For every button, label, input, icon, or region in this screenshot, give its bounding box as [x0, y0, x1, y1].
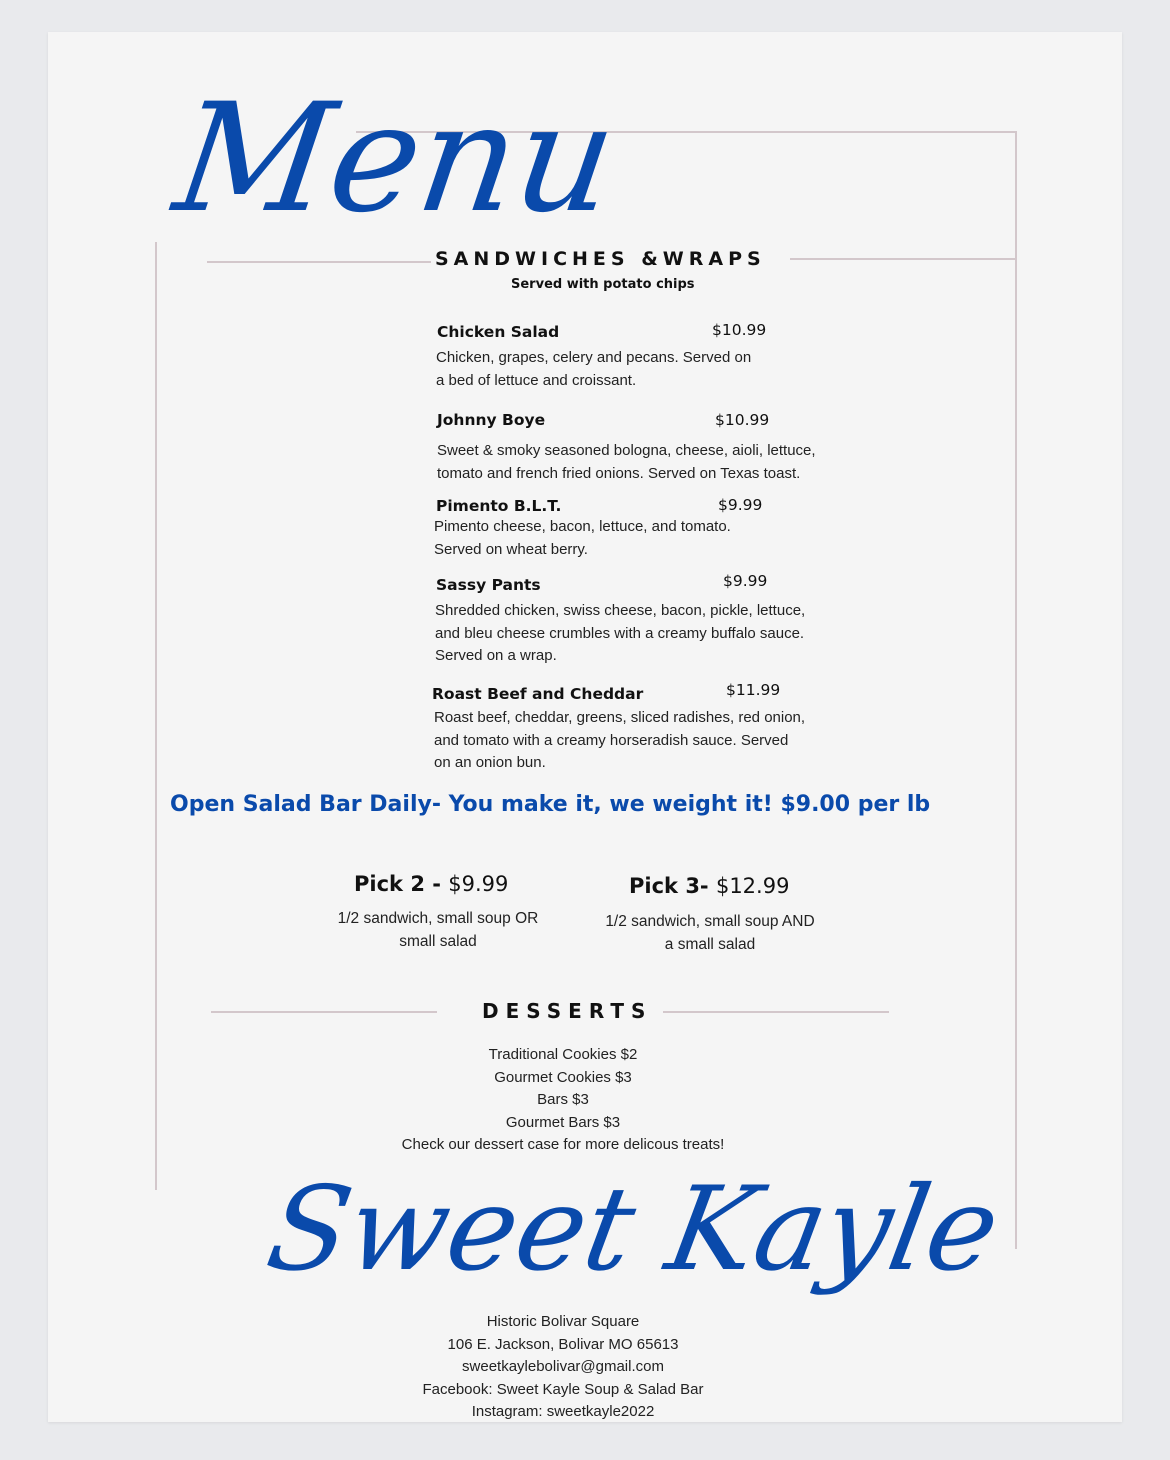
item-price: $11.99 [726, 681, 781, 699]
item-name: Johnny Boye [437, 411, 546, 429]
dessert-item: Bars $3 [537, 1091, 589, 1108]
frame-left-line [155, 242, 157, 1190]
item-description: Shredded chicken, swiss cheese, bacon, pickle, lettuce, and bleu cheese crumbles with a creamy buffalo sauce. Served on a wrap. [435, 602, 806, 664]
pick-3-description: 1/2 sandwich, small soup AND a small salad [605, 913, 815, 953]
dessert-item: Gourmet Cookies $3 [494, 1068, 632, 1086]
pick-label: Pick 2 - [354, 872, 449, 896]
pick-price: $9.99 [448, 872, 509, 896]
desserts-rule-left [211, 1011, 437, 1013]
desserts-list [330, 1044, 796, 1157]
pick-label: Pick 3- [629, 874, 716, 898]
dessert-item: Traditional Cookies $2 [488, 1046, 638, 1063]
item-description: Chicken, grapes, celery and pecans. Served on a bed of lettuce and croissant. [436, 349, 752, 389]
footer-address: 106 E. Jackson, Bolivar MO 65613 [447, 1335, 679, 1353]
item-description: Roast beef, cheddar, greens, sliced radishes, red onion, and tomato with a creamy horseradish sauce. Served on an onion bun. [434, 709, 806, 771]
sandwiches-heading: SANDWICHES &WRAPS [435, 248, 766, 270]
desserts-heading: DESSERTS [482, 999, 653, 1023]
item-price: $9.99 [718, 496, 763, 514]
item-name: Chicken Salad [437, 323, 560, 341]
pick-2-description: 1/2 sandwich, small soup OR small salad [337, 910, 539, 950]
sandwiches-subheading: Served with potato chips [511, 277, 695, 292]
heading-rule-right [790, 258, 1016, 260]
item-name: Sassy Pants [436, 576, 541, 594]
footer-instagram: Instagram: sweetkayle2022 [471, 1403, 655, 1420]
pick-3-title [629, 874, 789, 898]
pick-2-title [354, 872, 508, 896]
footer-email: sweetkaylebolivar@gmail.com [462, 1358, 664, 1375]
item-name: Pimento B.L.T. [436, 497, 562, 515]
desserts-rule-right [663, 1011, 889, 1013]
item-description: Sweet & smoky seasoned bologna, cheese, aioli, lettuce, tomato and french fried onions. Served on Texas toast. [437, 442, 816, 482]
contact-footer [348, 1311, 778, 1424]
dessert-item: Gourmet Bars $3 [505, 1113, 621, 1131]
menu-page [48, 32, 1122, 1422]
menu-title: Menu [165, 72, 626, 246]
item-price: $10.99 [712, 321, 767, 339]
item-name: Roast Beef and Cheddar [432, 685, 644, 703]
item-price: $10.99 [715, 411, 770, 429]
footer-location: Historic Bolivar Square [486, 1313, 640, 1330]
dessert-item: Check our dessert case for more delicous treats! [401, 1136, 725, 1153]
item-price: $9.99 [723, 572, 768, 590]
brand-logo: Sweet Kayle [258, 1162, 1009, 1297]
footer-facebook: Facebook: Sweet Kayle Soup & Salad Bar [422, 1380, 704, 1398]
heading-rule-left [207, 261, 431, 263]
pick-price: $12.99 [715, 874, 790, 898]
frame-right-line [1015, 131, 1017, 1249]
item-description: Pimento cheese, bacon, lettuce, and tomato. Served on wheat berry. [434, 518, 731, 558]
salad-bar-banner: Open Salad Bar Daily- You make it, we weight it! $9.00 per lb [170, 792, 931, 817]
